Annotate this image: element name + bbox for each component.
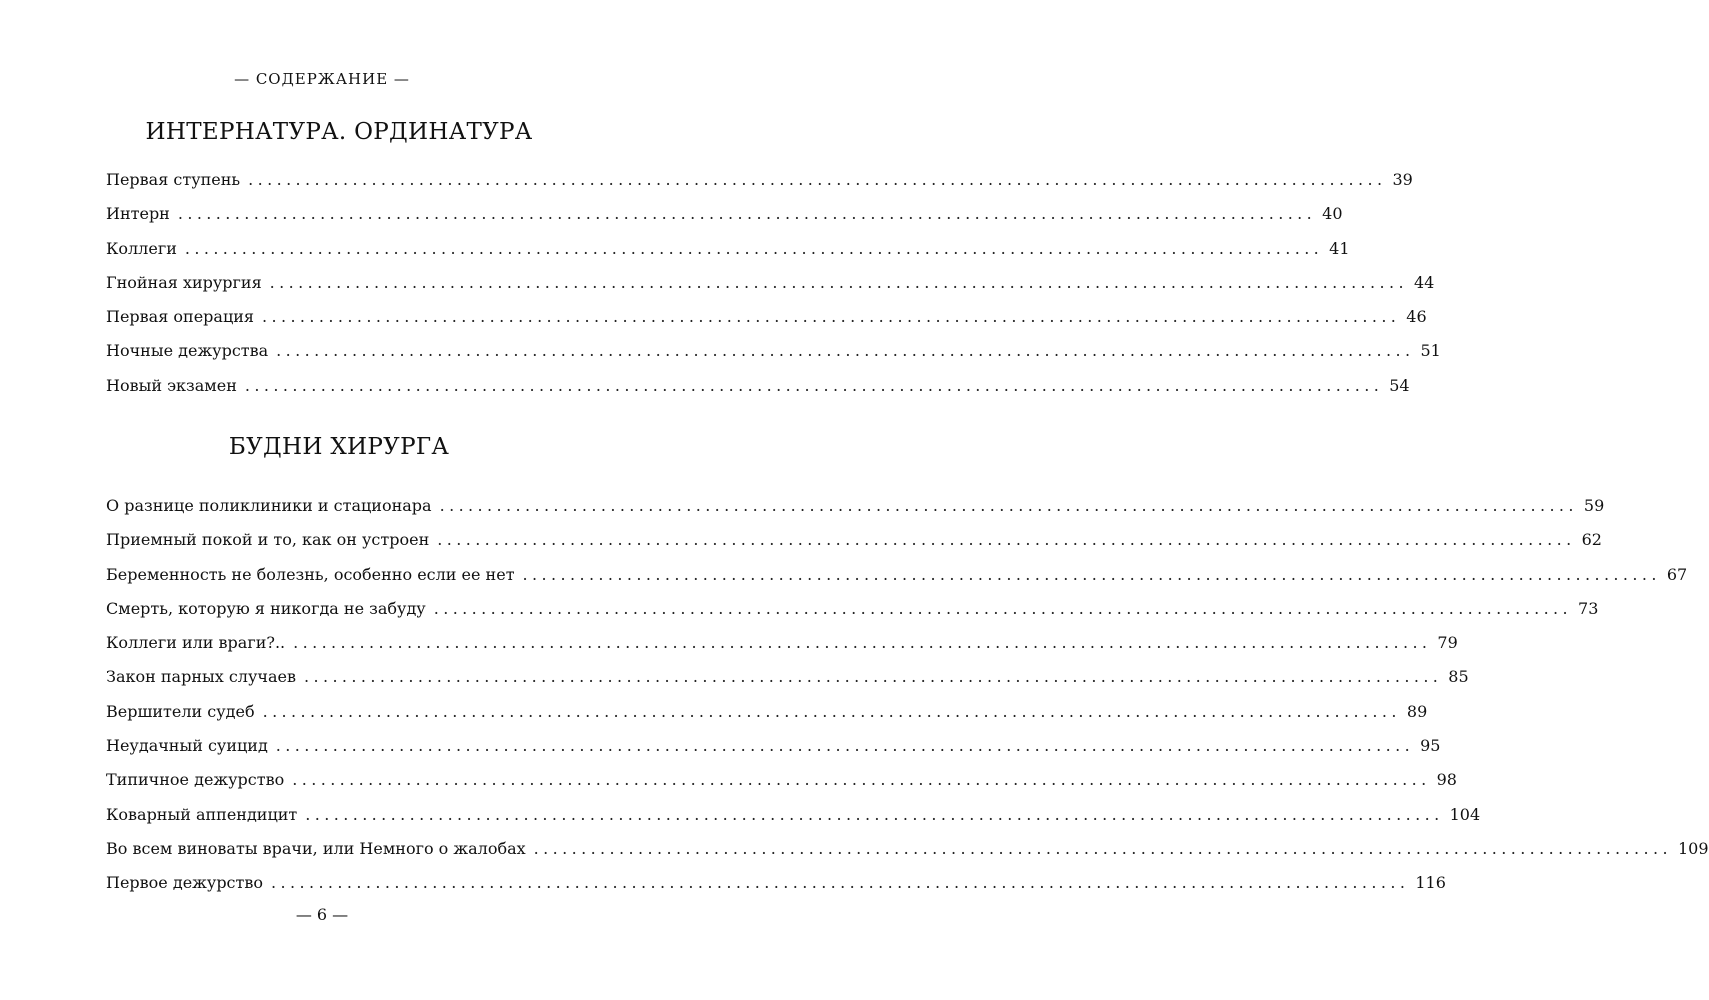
toc-entry [106,667,1469,701]
toc-entry [106,838,1709,873]
toc-entry-page: 116 [1415,873,1446,893]
toc-entry-title: Во всем виноваты врачи, или Немного о жалобах [106,838,526,858]
toc-entry [106,170,1413,204]
toc-entry [106,770,1457,804]
dot-leader: ........................................................................................................................ [305,804,1444,824]
toc-entry [106,204,1343,238]
toc-entry-page: 85 [1448,667,1469,687]
toc-entry-title: Неудачный суицид [106,736,268,756]
toc-entry-page: 67 [1666,564,1688,584]
toc-entry-title: Беременность не болезнь, особенно если ее нет [106,564,515,584]
dot-leader: ........................................................................................................................ [184,238,1324,258]
toc-list [106,496,1709,908]
toc-entry-page: 44 [1413,272,1435,292]
toc-entry-page: 109 [1677,838,1709,858]
dot-leader: ........................................................................................................................ [303,667,1443,687]
toc-section-internship [106,115,1441,410]
dot-leader: ........................................................................................................................ [293,633,1432,653]
dot-leader: ........................................................................................................................ [439,496,1578,515]
toc-entry [106,341,1441,375]
dot-leader: ........................................................................................................................ [292,770,1431,790]
toc-entry-title: Закон парных случаев [106,667,296,687]
toc-entry-title: Коллеги [106,238,177,258]
toc-entry [106,598,1599,633]
toc-entry [106,272,1435,307]
toc-section-surgeon-routine [106,430,1709,908]
toc-entry-page: 62 [1581,530,1602,550]
toc-entry-title: Интерн [106,204,170,224]
toc-entry [106,238,1350,273]
toc-entry-page: 79 [1437,633,1458,653]
toc-entry-title: Новый экзамен [106,375,237,395]
dot-leader: ........................................................................................................................ [261,307,1401,327]
dot-leader: ........................................................................................................................ [248,170,1387,189]
toc-entry-title: Смерть, которую я никогда не забуду [106,598,426,618]
toc-entry-page: 104 [1449,804,1481,824]
toc-entry-page: 40 [1322,204,1343,224]
page-number: — 6 — [295,905,349,924]
dot-leader: ........................................................................................................................ [433,598,1573,618]
toc-entry [106,564,1688,599]
toc-entry [106,375,1410,410]
toc-entry-page: 54 [1389,375,1410,395]
toc-entry [106,633,1458,667]
toc-entry-page: 41 [1329,238,1350,258]
toc-entry-page: 98 [1436,770,1457,790]
toc-entry-page: 46 [1406,307,1427,327]
toc-entry-page: 39 [1392,170,1413,189]
toc-entry [106,530,1602,564]
toc-entry [106,736,1441,770]
toc-entry-title: О разнице поликлиники и стационара [106,496,432,515]
toc-entry-title: Гнойная хирургия [106,272,262,292]
dot-leader: ........................................................................................................................ [533,838,1672,858]
dot-leader: ........................................................................................................................ [177,204,1317,224]
section-title: ИНТЕРНАТУРА. ОРДИНАТУРА [145,119,533,145]
dot-leader: ........................................................................................................................ [276,341,1415,361]
toc-entry-title: Ночные дежурства [106,341,269,361]
toc-entry-title: Вершители судеб [106,701,255,721]
toc-entry-page: 59 [1583,496,1605,515]
running-head: — СОДЕРЖАНИЕ — [234,70,410,88]
dot-leader: ........................................................................................................................ [269,272,1408,292]
dot-leader: ........................................................................................................................ [437,530,1576,550]
dot-leader: ........................................................................................................................ [262,701,1401,721]
dot-leader: ........................................................................................................................ [522,564,1661,584]
toc-entry-page: 73 [1578,598,1599,618]
toc-entry-title: Типичное дежурство [106,770,285,790]
toc-entry-title: Приемный покой и то, как он устроен [106,530,430,550]
toc-list [106,170,1441,410]
toc-entry-title: Первая операция [106,307,254,327]
dot-leader: ........................................................................................................................ [271,873,1410,893]
toc-entry-page: 89 [1406,701,1428,721]
toc-entry [106,873,1446,907]
toc-entry-page: 51 [1420,341,1441,361]
toc-entry-title: Первая ступень [106,170,241,189]
toc-entry-title: Первое дежурство [106,873,264,893]
dot-leader: ........................................................................................................................ [275,736,1415,756]
toc-entry-title: Коварный аппендицит [106,804,298,824]
toc-entry [106,496,1605,530]
toc-entry [106,804,1481,839]
toc-entry [106,701,1428,736]
section-title: БУДНИ ХИРУРГА [228,434,450,460]
toc-entry-title: Коллеги или враги?.. [106,633,286,653]
toc-entry [106,307,1427,341]
toc-entry-page: 95 [1420,736,1441,756]
dot-leader: ........................................................................................................................ [244,375,1384,395]
